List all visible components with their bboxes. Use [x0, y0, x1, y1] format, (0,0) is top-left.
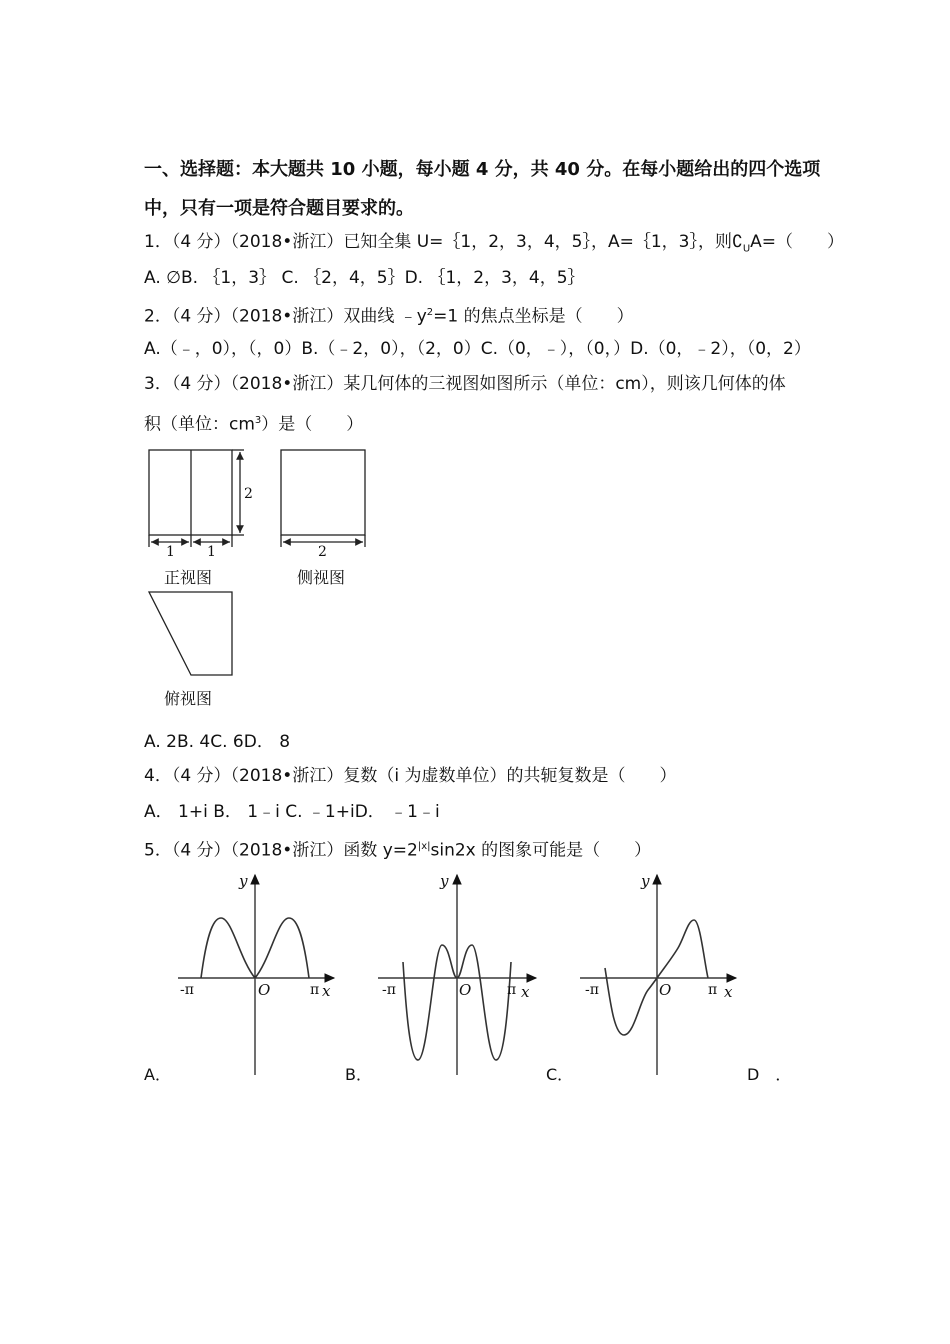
- graph-a-neg-pi: -π: [180, 982, 194, 998]
- question-3-stem-line1: 3．（4 分）（2018•浙江）某几何体的三视图如图所示（单位：cm），则该几何体的体: [144, 374, 786, 394]
- q2-stem-a: 2．（4 分）（2018•浙江）双曲线: [144, 306, 395, 327]
- q3-superscript: 3: [254, 415, 262, 426]
- question-3-options: A. 2B. 4C. 6D． 8: [144, 732, 291, 752]
- graph-c-y-label: y: [641, 872, 650, 890]
- graph-option-b: B．: [345, 1065, 372, 1084]
- graph-b-x-label: x: [521, 983, 530, 1001]
- graph-b-neg-pi: -π: [382, 982, 396, 998]
- graph-option-d: D ．: [747, 1065, 792, 1084]
- q5-stem-b: sin2x 的图象可能是（ ）: [430, 840, 652, 861]
- graph-a-x-label: x: [322, 982, 331, 1000]
- top-view-label: 俯视图: [164, 689, 213, 708]
- graph-a: [178, 875, 334, 1075]
- q3-stem2a: 积（单位：cm: [144, 414, 255, 435]
- q1-subscript: U: [742, 243, 751, 255]
- section-heading-line1: 一、选择题：本大题共 10 小题，每小题 4 分，共 40 分。在每小题给出的四个选项: [144, 159, 821, 180]
- graph-a-pi: π: [310, 982, 320, 998]
- q1-stem-text: 1．（4 分）（2018•浙江）已知全集 U=｛1，2，3，4，5｝，A=｛1，3｝，则∁: [144, 232, 743, 252]
- question-1-options: A. ∅B. ｛1，3｝ C. ｛2，4，5｝D. ｛1，2，3，4，5｝: [144, 268, 585, 288]
- graph-b-pi: π: [507, 982, 517, 998]
- front-width1-label: 1: [166, 544, 175, 560]
- question-2-options: A.（﹣，0），（，0）B.（﹣2，0），（2，0）C.（0，﹣），（0，）D.（0，﹣2），（0，2）: [144, 339, 811, 359]
- question-4-stem: 4．（4 分）（2018•浙江）复数（i 为虚数单位）的共轭复数是（ ）: [144, 766, 677, 786]
- graph-c-neg-pi: -π: [585, 982, 599, 998]
- graph-option-a: A．: [144, 1065, 171, 1084]
- graph-option-c: C．: [546, 1065, 574, 1084]
- q3-stem2b: ）是（ ）: [261, 414, 364, 435]
- front-width2-label: 1: [207, 544, 216, 560]
- front-view-label: 正视图: [164, 568, 213, 587]
- graph-b-origin: O: [459, 981, 472, 999]
- side-view-label: 侧视图: [297, 568, 346, 587]
- front-height-label: 2: [244, 486, 253, 502]
- q5-stem-a: 5．（4 分）（2018•浙江）函数 y=2: [144, 840, 418, 861]
- graph-b-y-label: y: [440, 872, 449, 890]
- graph-c-origin: O: [659, 981, 672, 999]
- graph-a-origin: O: [258, 981, 271, 999]
- q1-stem-end: A=（ ）: [750, 232, 845, 252]
- question-4-options: A． 1+i B． 1﹣i C. ﹣1+iD． ﹣1﹣i: [144, 802, 440, 822]
- graph-c-pi: π: [708, 982, 718, 998]
- q2-stem-c: =1 的焦点坐标是（ ）: [433, 306, 634, 327]
- section-heading-line2: 中，只有一项是符合题目要求的。: [144, 198, 414, 219]
- q5-superscript: |x|: [417, 841, 431, 852]
- graph-b: [378, 875, 536, 1075]
- graph-c-x-label: x: [724, 983, 733, 1001]
- q2-superscript: 2: [426, 307, 434, 318]
- side-width-label: 2: [318, 544, 327, 560]
- q2-stem-b: ﹣y: [399, 306, 427, 327]
- graph-c: [580, 875, 736, 1075]
- graph-a-y-label: y: [239, 872, 248, 890]
